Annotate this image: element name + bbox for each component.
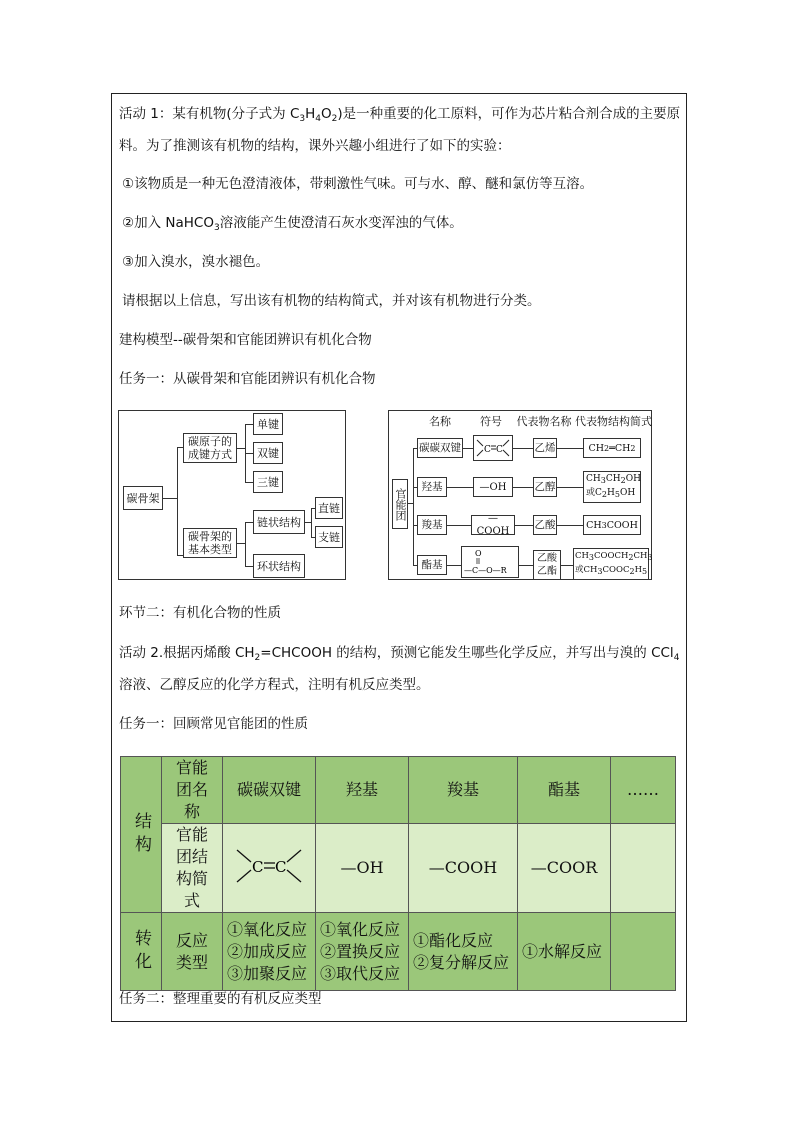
- branch-chain-box: 支链: [315, 526, 343, 548]
- straight-chain-box: 直链: [315, 497, 343, 519]
- ester-group-icon: [462, 547, 518, 577]
- formula-more: [611, 824, 676, 913]
- row-label-formula: 官能团结构简式: [162, 824, 223, 913]
- fg-row4-name: 酯基: [417, 555, 447, 575]
- ring-box: 环状结构: [253, 554, 305, 578]
- triple-bond-box: 三键: [253, 471, 283, 493]
- task1-heading: 任务一：从碳骨架和官能团辨识有机化合物: [119, 371, 376, 387]
- fg-header-rep: 代表物名称: [516, 415, 572, 428]
- activity1-item1: ①该物质是一种无色澄清液体，带刺激性气味。可与水、醇、醚和氯仿等互溶。: [122, 176, 594, 192]
- svg-text:—C—O—R: —C—O—R: [464, 566, 507, 575]
- task2-heading: 任务二：整理重要的有机反应类型: [119, 991, 322, 1007]
- single-bond-box: 单键: [253, 413, 283, 435]
- cc-double-bond-icon: [229, 844, 309, 888]
- formula-cc: [223, 824, 316, 913]
- activity1-item3: ③加入溴水，溴水褪色。: [122, 254, 270, 270]
- fg-row3-symbol: —COOH: [471, 515, 515, 535]
- section2-heading: 环节二：有机化合物的性质: [119, 605, 281, 621]
- fg-header-symbol: 符号: [480, 415, 502, 428]
- double-bond-box: 双键: [253, 442, 283, 464]
- formula-coor: —COOR: [518, 824, 611, 913]
- bond-way-box: 碳原子的成键方式: [183, 433, 237, 463]
- activity1-line1: 活动 1：某有机物(分子式为 $C_3H_4O_2$)是一种重要的化工原料，可作为芯片粘合剂合成的主要原: [119, 106, 681, 124]
- activity1-line2: 料。为了推测该有机物的结构，课外兴趣小组进行了如下的实验：: [119, 138, 511, 154]
- chain-box: 链状结构: [253, 510, 305, 534]
- fg-row3-formula: CH 3 COOH: [583, 515, 641, 535]
- row-label-name: 官能团名称: [162, 757, 223, 824]
- basic-type-box: 碳骨架的基本类型: [183, 528, 237, 558]
- transform-label: 转化: [121, 913, 162, 991]
- fg-row4-symbol: [461, 546, 519, 578]
- group-name-oh: 羟基: [316, 757, 409, 824]
- fg-root-box: 官能团: [392, 479, 408, 529]
- task1b-heading: 任务一：回顾常见官能团的性质: [119, 716, 308, 732]
- reactions-coor: ①水解反应: [518, 913, 611, 991]
- reactions-oh: ①氧化反应 ②置换反应 ③取代反应: [316, 913, 409, 991]
- fg-row2-name: 羟基: [417, 477, 447, 497]
- fg-row4-rep: 乙酸 乙酯: [533, 550, 561, 580]
- reactions-more: [611, 913, 676, 991]
- svg-text:O: O: [475, 549, 482, 558]
- activity2-line1: 活动 2.根据丙烯酸 $CH_2=CHCOOH$ 的结构，预测它能发生哪些化学反应，并写出与溴的 CCl$_4$: [119, 645, 680, 663]
- fg-header-formula: 代表物结构简式: [575, 415, 652, 428]
- model-heading: 建构模型--碳骨架和官能团辨识有机化合物: [119, 332, 372, 348]
- formula-oh: —OH: [316, 824, 409, 913]
- fg-row1-rep: 乙烯: [533, 438, 557, 458]
- group-name-cooh: 羧基: [409, 757, 518, 824]
- group-name-cc: 碳碳双键: [223, 757, 316, 824]
- fg-row2-formula: CH3CH2OH 或C2H5OH: [583, 471, 641, 503]
- fg-row1-name: 碳碳双键: [417, 438, 463, 458]
- svg-text:C: C: [484, 445, 491, 455]
- fg-header-name: 名称: [429, 415, 451, 428]
- carbon-skeleton-diagram: [118, 410, 346, 580]
- fg-row1-symbol: [473, 435, 513, 461]
- svg-text:C: C: [252, 858, 264, 876]
- group-name-coor: 酯基: [518, 757, 611, 824]
- structure-label: 结构: [121, 757, 162, 913]
- reactions-cooh: ①酯化反应 ②复分解反应: [409, 913, 518, 991]
- cc-double-bond-small-icon: [474, 436, 512, 460]
- formula-cooh: —COOH: [409, 824, 518, 913]
- activity1-item2: ②加入 NaHCO$_3$溶液能产生使澄清石灰水变浑浊的气体。: [122, 215, 463, 233]
- fg-row3-name: 羧基: [417, 515, 447, 535]
- fg-row4-formula: CH3COOCH2CH3 或CH3COOC2H5: [573, 548, 649, 580]
- functional-group-table: [120, 756, 676, 991]
- fg-row1-formula: CH 2 ═CH 2: [583, 438, 641, 458]
- fg-row2-rep: 乙醇: [533, 477, 557, 497]
- fg-row3-rep: 乙酸: [533, 515, 557, 535]
- group-name-more: ……: [611, 757, 676, 824]
- activity2-line2: 溶液、乙醇反应的化学方程式，注明有机反应类型。: [119, 677, 430, 693]
- fg-row2-symbol: —OH: [473, 477, 513, 497]
- functional-group-diagram: [388, 410, 652, 580]
- activity1-ask: 请根据以上信息，写出该有机物的结构简式，并对该有机物进行分类。: [122, 293, 541, 309]
- svg-text:C: C: [496, 445, 503, 455]
- svg-text:C: C: [275, 858, 287, 876]
- reactions-cc: ①氧化反应 ②加成反应 ③加聚反应: [223, 913, 316, 991]
- row-label-reaction: 反应类型: [162, 913, 223, 991]
- carbon-root-box: 碳骨架: [123, 486, 163, 510]
